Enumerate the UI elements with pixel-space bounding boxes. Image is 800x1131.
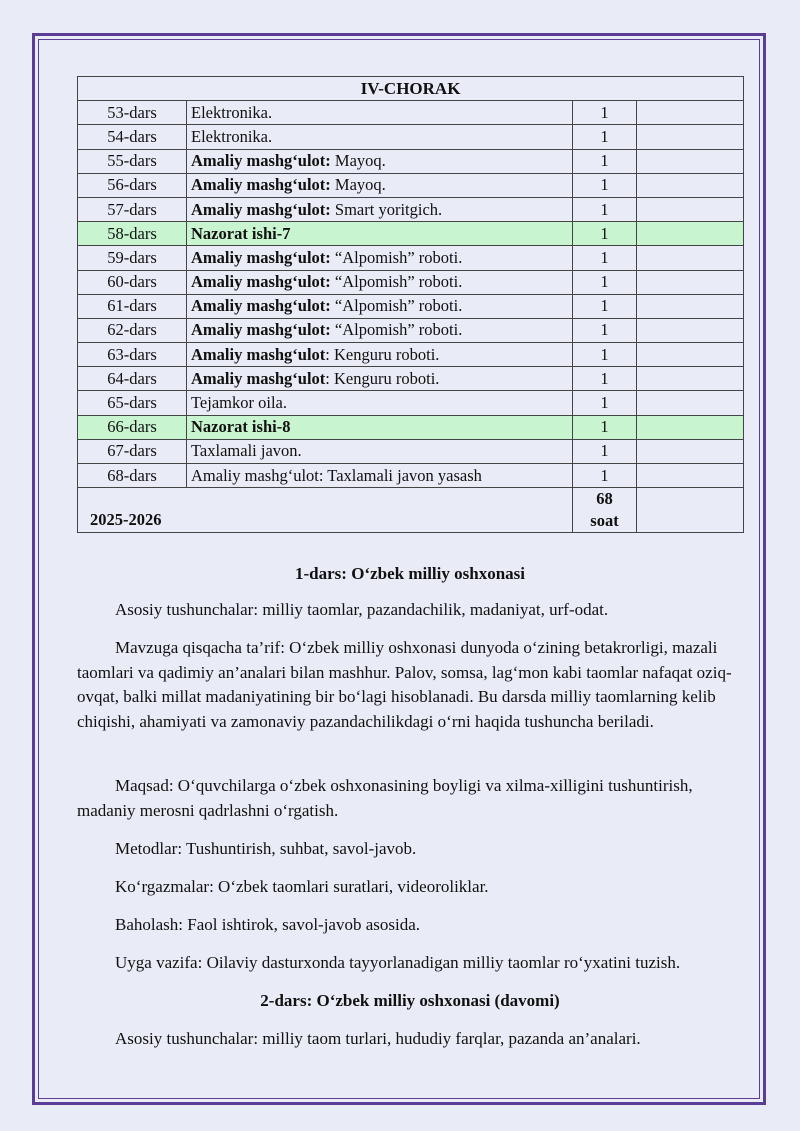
- lesson-hours: 1: [573, 415, 637, 439]
- lesson-hours: 1: [573, 367, 637, 391]
- total-row: [78, 488, 744, 533]
- lesson-number: 53-dars: [78, 101, 187, 125]
- lesson-topic: [187, 173, 573, 197]
- topic-text-part: : Kenguru roboti.: [325, 368, 440, 388]
- lesson-note: [637, 125, 744, 149]
- lesson1-methods: Metodlar: Tushuntirish, suhbat, savol-javob.: [115, 839, 417, 858]
- lesson-hours: 1: [573, 101, 637, 125]
- lesson-note: [637, 464, 744, 488]
- table-row: [78, 125, 744, 149]
- lesson-plan-table: [77, 76, 744, 533]
- lesson-topic: [187, 439, 573, 463]
- lesson-number: 56-dars: [78, 173, 187, 197]
- lesson-note: [637, 391, 744, 415]
- table-row: [78, 367, 744, 391]
- lesson-note: [637, 101, 744, 125]
- topic-text-part: Elektronika.: [191, 102, 273, 122]
- topic-bold-part: Amaliy mashg‘ulot: [191, 344, 326, 364]
- table-row: [78, 173, 744, 197]
- topic-bold-part: Amaliy mashg‘ulot: [191, 368, 326, 388]
- topic-bold-part: Amaliy mashg‘ulot:: [191, 199, 331, 219]
- lesson-topic: [187, 222, 573, 246]
- lesson-hours: 1: [573, 246, 637, 270]
- lesson-number: 67-dars: [78, 439, 187, 463]
- table-row: [78, 343, 744, 367]
- lesson2-concepts: Asosiy tushunchalar: milliy taom turlari, hududiy farqlar, pazanda an’analari.: [115, 1029, 641, 1048]
- table-row: [78, 464, 744, 488]
- topic-bold-part: Amaliy mashg‘ulot:: [191, 151, 331, 171]
- lesson-number: 61-dars: [78, 294, 187, 318]
- lesson-number: 55-dars: [78, 149, 187, 173]
- topic-text-part: Mayoq.: [330, 175, 386, 195]
- table-row: [78, 294, 744, 318]
- lesson-topic: [187, 415, 573, 439]
- lesson1-concepts: Asosiy tushunchalar: milliy taomlar, pazandachilik, madaniyat, urf-odat.: [115, 600, 609, 619]
- topic-text-part: “Alpomish” roboti.: [330, 320, 463, 340]
- lesson-hours: 1: [573, 222, 637, 246]
- table-row: [78, 270, 744, 294]
- lesson-note: [637, 173, 744, 197]
- table-row: [78, 101, 744, 125]
- table-row: [78, 149, 744, 173]
- lesson-note: [637, 246, 744, 270]
- lesson-topic: [187, 101, 573, 125]
- lesson-number: 60-dars: [78, 270, 187, 294]
- topic-text-part: “Alpomish” roboti.: [330, 247, 463, 267]
- lesson-topic: [187, 343, 573, 367]
- lesson-number: 63-dars: [78, 343, 187, 367]
- lesson-note: [637, 439, 744, 463]
- lesson-note: [637, 343, 744, 367]
- lesson-number: 65-dars: [78, 391, 187, 415]
- topic-text-part: Elektronika.: [191, 126, 273, 146]
- lesson-number: 58-dars: [78, 222, 187, 246]
- lesson-note: [637, 415, 744, 439]
- lesson-note: [637, 149, 744, 173]
- lesson1-assessment: Baholash: Faol ishtirok, savol-javob asosida.: [115, 915, 421, 934]
- exam-row: [78, 222, 744, 246]
- topic-text-part: Amaliy mashg‘ulot: Taxlamali javon yasash: [191, 465, 482, 485]
- lesson1-goal: Maqsad: O‘quvchilarga o‘zbek oshxonasining boyligi va xilma-xilligini tushuntirish, madaniy merosni qadrlashni o‘rgatish.: [77, 776, 693, 820]
- lesson-hours: 1: [573, 270, 637, 294]
- topic-text-part: Mayoq.: [330, 151, 386, 171]
- lesson1-visuals: Ko‘rgazmalar: O‘zbek taomlari suratlari, videoroliklar.: [115, 877, 489, 896]
- lesson-hours: 1: [573, 197, 637, 221]
- quarter-header-row: [78, 77, 744, 101]
- lesson-topic: [187, 125, 573, 149]
- table-row: [78, 246, 744, 270]
- lesson-topic: [187, 464, 573, 488]
- table-row: [78, 439, 744, 463]
- topic-bold-part: Amaliy mashg‘ulot:: [191, 175, 331, 195]
- lesson-topic: [187, 294, 573, 318]
- lesson-note: [637, 270, 744, 294]
- lesson-topic: [187, 246, 573, 270]
- topic-text-part: “Alpomish” roboti.: [330, 272, 463, 292]
- lesson-topic: [187, 270, 573, 294]
- topic-bold-part: Nazorat ishi-7: [191, 223, 291, 243]
- lesson-note: [637, 197, 744, 221]
- lesson-note: [637, 294, 744, 318]
- topic-text-part: Tejamkor oila.: [191, 393, 287, 413]
- lesson-hours: 1: [573, 439, 637, 463]
- exam-row: [78, 415, 744, 439]
- lesson-number: 66-dars: [78, 415, 187, 439]
- lesson-note: [637, 318, 744, 342]
- lesson-topic: [187, 391, 573, 415]
- lesson-note: [637, 222, 744, 246]
- lesson-hours: 1: [573, 149, 637, 173]
- lesson-number: 57-dars: [78, 197, 187, 221]
- lesson1-description: Mavzuga qisqacha ta’rif: O‘zbek milliy oshxonasi dunyoda o‘zining betakrorligi, mazali taomlari va qadimiy an’analari bilan mashhur. Palov, somsa, lag‘mon kabi taomlar nafaqat oziq-ovqat, balki millat madaniyatining bir bo‘lagi hisoblanadi. Bu darsda milliy taomlarning kelib chiqishi, ahamiyati va zamonaviy pazandachilikdagi o‘rni haqida tushuncha beriladi.: [77, 638, 732, 731]
- lesson-number: 62-dars: [78, 318, 187, 342]
- academic-year: 2025-2026: [78, 488, 573, 533]
- topic-text-part: “Alpomish” roboti.: [330, 296, 463, 316]
- lesson-topic: [187, 318, 573, 342]
- lesson-hours: 1: [573, 391, 637, 415]
- lesson-hours: 1: [573, 173, 637, 197]
- table-row: [78, 318, 744, 342]
- lesson-topic: [187, 367, 573, 391]
- lesson1-homework: Uyga vazifa: Oilaviy dasturxonda tayyorlanadigan milliy taomlar ro‘yxatini tuzish.: [115, 953, 681, 972]
- topic-text-part: Taxlamali javon.: [191, 441, 302, 461]
- lesson-hours: 1: [573, 464, 637, 488]
- topic-bold-part: Amaliy mashg‘ulot:: [191, 272, 331, 292]
- topic-bold-part: Amaliy mashg‘ulot:: [191, 320, 331, 340]
- lesson-topic: [187, 149, 573, 173]
- topic-bold-part: Amaliy mashg‘ulot:: [191, 247, 331, 267]
- topic-text-part: Smart yoritgich.: [330, 199, 443, 219]
- lesson-number: 54-dars: [78, 125, 187, 149]
- total-hours-number: 68: [596, 489, 613, 509]
- quarter-title: IV-CHORAK: [78, 77, 744, 101]
- lesson-note: [637, 367, 744, 391]
- table-row: [78, 391, 744, 415]
- total-note: [637, 488, 744, 533]
- lesson-number: 64-dars: [78, 367, 187, 391]
- lesson-hours: 1: [573, 294, 637, 318]
- lesson-number: 59-dars: [78, 246, 187, 270]
- table-row: [78, 197, 744, 221]
- lesson-hours: 1: [573, 125, 637, 149]
- lesson1-title: 1-dars: O‘zbek milliy oshxonasi: [295, 564, 525, 583]
- lesson-hours: 1: [573, 318, 637, 342]
- topic-bold-part: Nazorat ishi-8: [191, 417, 291, 437]
- lesson2-title: 2-dars: O‘zbek milliy oshxonasi (davomi): [260, 991, 560, 1010]
- total-hours-unit: soat: [590, 511, 619, 531]
- total-hours: [573, 488, 637, 533]
- lesson-number: 68-dars: [78, 464, 187, 488]
- lesson-topic: [187, 197, 573, 221]
- topic-bold-part: Amaliy mashg‘ulot:: [191, 296, 331, 316]
- topic-text-part: : Kenguru roboti.: [325, 344, 440, 364]
- lesson-hours: 1: [573, 343, 637, 367]
